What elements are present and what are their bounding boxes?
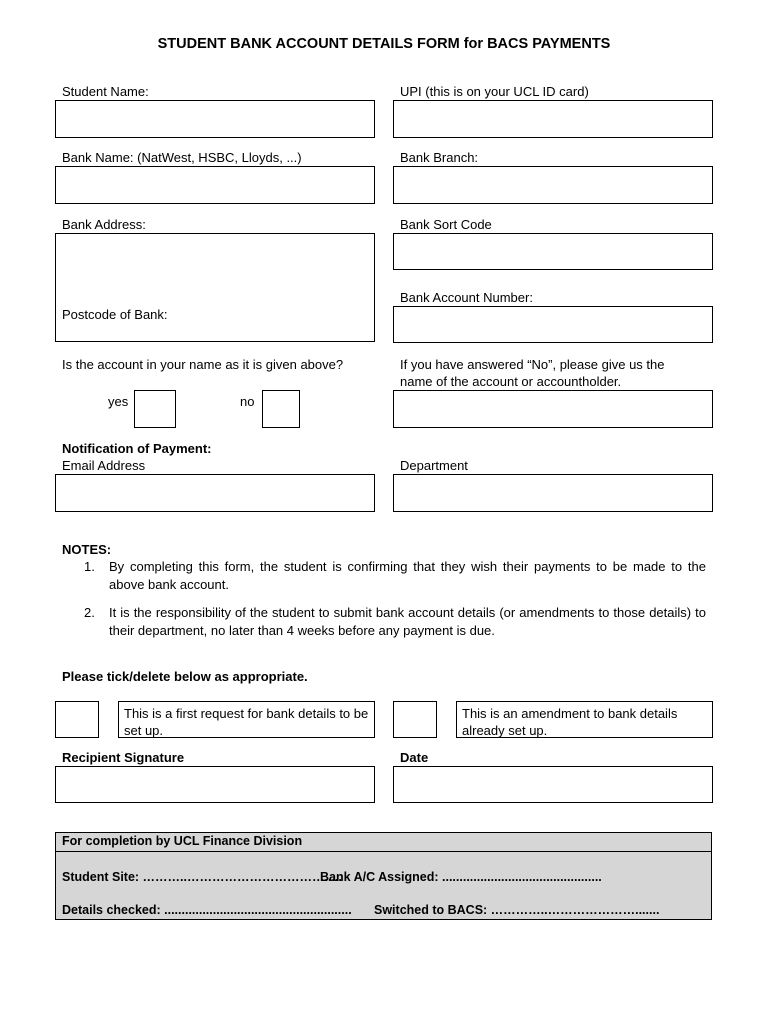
first-request-label: This is a first request for bank details to be set up. (118, 701, 375, 738)
bank-name-label: Bank Name: (NatWest, HSBC, Lloyds, ...) (62, 150, 302, 165)
finance-section (55, 832, 712, 920)
bank-address-input[interactable] (55, 233, 375, 342)
bank-ac-assigned-field: Bank A/C Assigned: .............................................. (320, 870, 602, 884)
sort-code-input[interactable] (393, 233, 713, 270)
upi-label: UPI (this is on your UCL ID card) (400, 84, 589, 99)
no-label: no (240, 394, 255, 409)
switched-to-bacs-field: Switched to BACS: …………..…………………....... (374, 903, 660, 917)
department-label: Department (400, 458, 468, 473)
bank-branch-label: Bank Branch: (400, 150, 479, 165)
postcode-label: Postcode of Bank: (62, 307, 168, 322)
bank-branch-input[interactable] (393, 166, 713, 204)
if-no-label-line1: If you have answered “No”, please give us the (400, 357, 665, 372)
yes-checkbox[interactable] (134, 390, 176, 428)
form-title: STUDENT BANK ACCOUNT DETAILS FORM for BACS PAYMENTS (157, 36, 611, 52)
bank-name-input[interactable] (55, 166, 375, 204)
email-label: Email Address (62, 458, 146, 473)
details-checked-field: Details checked: ...................................................... (62, 903, 352, 917)
department-input[interactable] (393, 474, 713, 512)
first-request-checkbox[interactable] (55, 701, 99, 738)
bank-address-label: Bank Address: (62, 217, 146, 232)
note-number: 1. (84, 559, 95, 574)
note-text: It is the responsibility of the student to submit bank account details (or amendments to those details) to their department, no later than 4 weeks before any payment is due. (109, 605, 706, 638)
notes-heading: NOTES: (62, 542, 112, 557)
if-no-label-line2: name of the account or accountholder. (400, 374, 622, 389)
account-holder-input[interactable] (393, 390, 713, 428)
email-input[interactable] (55, 474, 375, 512)
note-text: By completing this form, the student is confirming that they wish their payments to be made to the above bank account. (109, 559, 706, 592)
notification-heading: Notification of Payment: (62, 441, 212, 456)
yes-label: yes (108, 394, 129, 409)
signature-input[interactable] (55, 766, 375, 803)
student-name-input[interactable] (55, 100, 375, 138)
recipient-signature-label: Recipient Signature (62, 750, 185, 765)
note-item (62, 604, 706, 640)
date-input[interactable] (393, 766, 713, 803)
note-number: 2. (84, 605, 95, 620)
student-name-label: Student Name: (62, 84, 149, 99)
note-item (62, 558, 706, 594)
sort-code-label: Bank Sort Code (400, 217, 492, 232)
no-checkbox[interactable] (262, 390, 300, 428)
finance-header (56, 833, 711, 852)
account-number-input[interactable] (393, 306, 713, 343)
upi-input[interactable] (393, 100, 713, 138)
in-your-name-question: Is the account in your name as it is given above? (62, 357, 344, 372)
tick-instruction: Please tick/delete below as appropriate. (62, 669, 308, 684)
finance-heading: For completion by UCL Finance Division (62, 834, 303, 848)
student-site-field: Student Site: ………..……………………………..... (62, 870, 342, 884)
amendment-checkbox[interactable] (393, 701, 437, 738)
date-label: Date (400, 750, 429, 765)
account-number-label: Bank Account Number: (400, 290, 533, 305)
amendment-label: This is an amendment to bank details already set up. (456, 701, 713, 738)
